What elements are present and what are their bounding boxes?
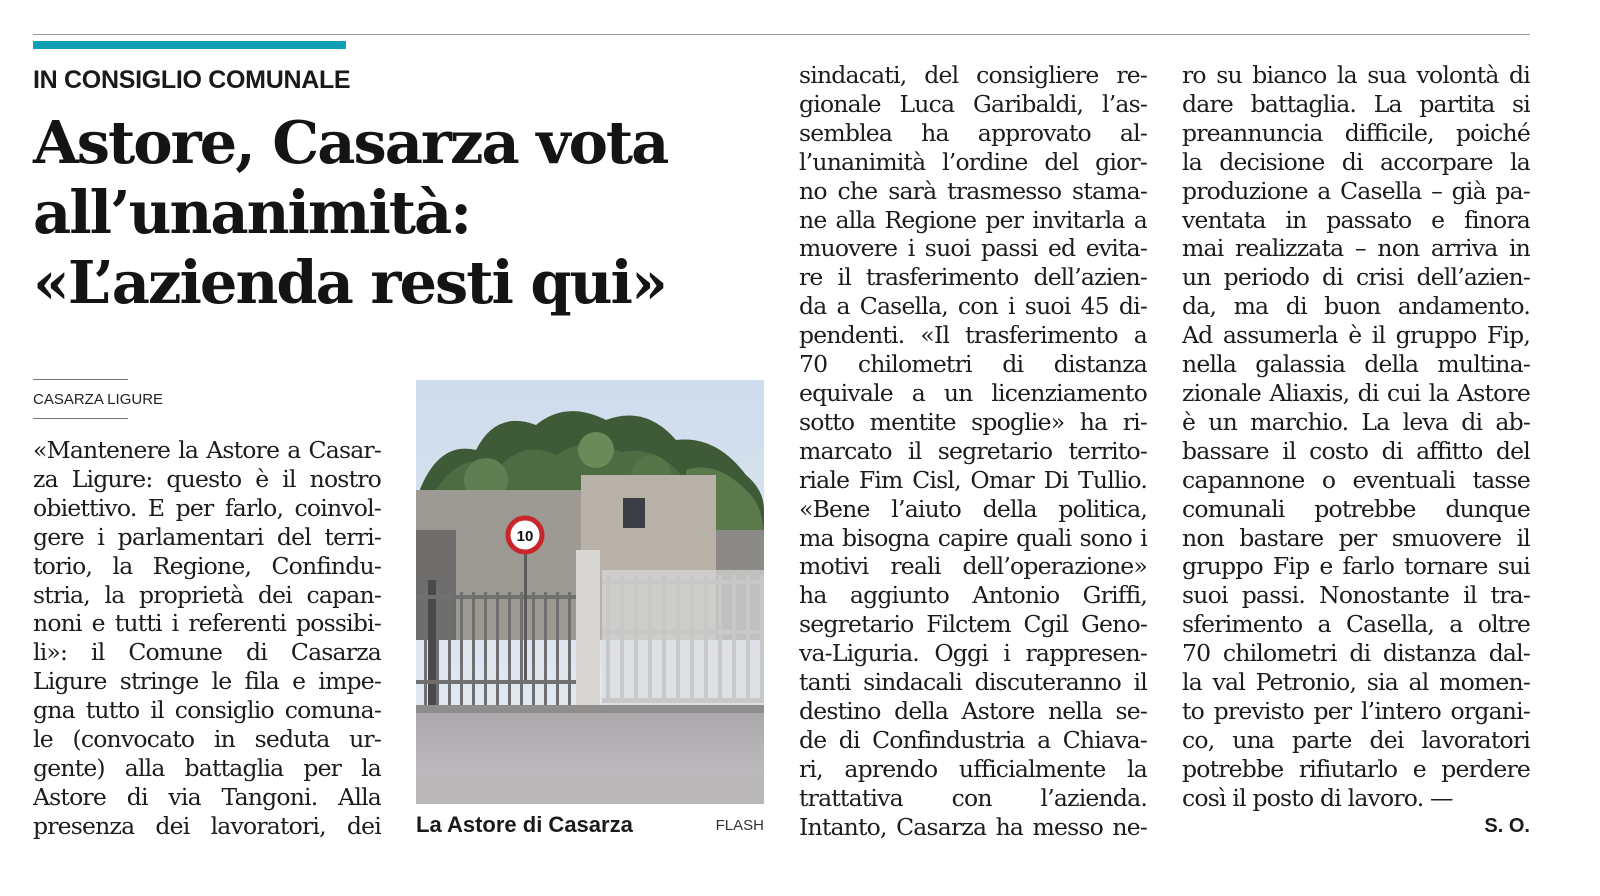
photo-credit: FLASH	[715, 817, 764, 834]
text-line: ventata in passato e finora	[1182, 205, 1530, 234]
text-line: semblea ha approvato al-	[799, 118, 1147, 147]
text-line: destino della Astore nella se-	[799, 696, 1147, 725]
factory-gate-photo	[416, 380, 764, 804]
text-line: segretario Filctem Cgil Geno-	[799, 610, 1147, 639]
text-line: tanti sindacali discuteranno il	[799, 668, 1147, 697]
text-line: Intanto, Casarza ha messo ne-	[799, 812, 1147, 841]
section-accent-bar	[33, 41, 346, 49]
text-line: obiettivo. E per farlo, coinvol-	[33, 493, 381, 522]
dateline-rule-top	[33, 379, 128, 380]
text-line: mai realizzata – non arriva in	[1182, 234, 1530, 263]
text-line: zionale Aliaxis, di cui la Astore	[1182, 378, 1530, 407]
kicker: IN CONSIGLIO COMUNALE	[33, 66, 351, 94]
text-line: Astore di via Tangoni. Alla	[33, 782, 381, 811]
author-signature: S. O.	[1484, 815, 1530, 837]
text-line: la decisione di accorpare la	[1182, 147, 1530, 176]
headline-line: all’unanimità:	[33, 178, 471, 247]
article-photo	[416, 380, 764, 804]
text-line: così il posto di lavoro. —	[1182, 783, 1453, 812]
text-line: noni e tutti i referenti possibi-	[33, 609, 381, 638]
article-column-2	[799, 61, 1147, 841]
text-line: ri, aprendo ufficialmente la	[799, 754, 1147, 783]
text-line: «Bene l’aiuto della politica,	[799, 494, 1147, 523]
text-line: capannone o eventuali tasse	[1182, 465, 1530, 494]
text-line: li»: il Comune di Casarza	[33, 638, 381, 667]
speed-limit-sign: 10	[516, 528, 534, 545]
dateline-rule-bottom	[33, 418, 128, 419]
text-line: equivale a un licenziamento	[799, 378, 1147, 407]
text-line: muovere i suoi passi ed evita-	[799, 234, 1147, 263]
text-line: ma bisogna capire quali sono i	[799, 523, 1147, 552]
text-line: da a Casella, con i suoi 45 di-	[799, 292, 1147, 321]
text-line: da, ma di buon andamento.	[1182, 292, 1530, 321]
text-line: dare battaglia. La partita si	[1182, 89, 1530, 118]
headline-line: «L’azienda resti qui»	[33, 248, 666, 317]
headline	[33, 108, 773, 318]
text-line: 70 chilometri di distanza	[799, 350, 1147, 379]
photo-caption-block	[416, 812, 764, 838]
text-line: to previsto per l’intero organi-	[1182, 696, 1530, 725]
text-line: comunali potrebbe dunque	[1182, 494, 1530, 523]
text-line: suoi passi. Nonostante il tra-	[1182, 581, 1530, 610]
text-line: motivi reali dell’operazione»	[799, 552, 1147, 581]
text-line: trattativa con l’azienda.	[799, 783, 1147, 812]
text-line: torio, la Regione, Confindu-	[33, 551, 381, 580]
text-line: ne alla Regione per invitarla a	[799, 205, 1147, 234]
text-line: «Mantenere la Astore a Casar-	[33, 436, 381, 464]
text-line: gente) alla battaglia per la	[33, 753, 381, 782]
text-line: pendenti. «Il trasferimento a	[799, 321, 1147, 350]
text-line: re il trasferimento dell’azien-	[799, 263, 1147, 292]
text-line: non bastare per smuovere il	[1182, 523, 1530, 552]
text-line: stria, la proprietà dei capan-	[33, 580, 381, 609]
article-column-3	[1182, 61, 1530, 813]
text-line: è un marchio. La leva di ab-	[1182, 407, 1530, 436]
headline-line: Astore, Casarza vota	[33, 108, 668, 177]
text-line: presenza dei lavoratori, dei	[33, 811, 381, 840]
text-line: za Ligure: questo è il nostro	[33, 464, 381, 493]
text-line: Ligure stringe le fila e impe-	[33, 667, 381, 696]
text-line: l’unanimità l’ordine del gior-	[799, 147, 1147, 176]
top-rule	[33, 34, 1530, 35]
dateline: CASARZA LIGURE	[33, 391, 164, 408]
text-line: gionale Luca Garibaldi, l’as-	[799, 89, 1147, 118]
text-line: gna tutto il consiglio comuna-	[33, 696, 381, 725]
text-line: no che sarà trasmesso stama-	[799, 176, 1147, 205]
text-line: gruppo Fip e farlo tornare sui	[1182, 552, 1530, 581]
text-line: sotto mentite spoglie» ha ri-	[799, 407, 1147, 436]
text-line: ro su bianco la sua volontà di	[1182, 61, 1530, 89]
text-line: Ad assumerla è il gruppo Fip,	[1182, 321, 1530, 350]
text-line: ha aggiunto Antonio Griffi,	[799, 581, 1147, 610]
text-line: bassare il costo di affitto del	[1182, 436, 1530, 465]
text-line: 70 chilometri di distanza dal-	[1182, 639, 1530, 668]
text-line: le (convocato in seduta ur-	[33, 725, 381, 754]
text-line: gere i parlamentari del terri-	[33, 522, 381, 551]
article-column-1	[33, 436, 381, 841]
text-line: sindacati, del consigliere re-	[799, 61, 1147, 89]
text-line: preannuncia difficile, poiché	[1182, 118, 1530, 147]
text-line: nella galassia della multina-	[1182, 350, 1530, 379]
text-line: produzione a Casella – già pa-	[1182, 176, 1530, 205]
text-line: un periodo di crisi dell’azien-	[1182, 263, 1530, 292]
text-line: co, una parte dei lavoratori	[1182, 725, 1530, 754]
text-line: riale Fim Cisl, Omar Di Tullio.	[799, 465, 1147, 494]
text-line: sferimento a Casella, a oltre	[1182, 610, 1530, 639]
text-line: marcato il segretario territo-	[799, 436, 1147, 465]
text-line: va-Liguria. Oggi i rappresen-	[799, 639, 1147, 668]
text-line: potrebbe rifiutarlo e perdere	[1182, 754, 1530, 783]
text-line: de di Confindustria a Chiava-	[799, 725, 1147, 754]
photo-caption: La Astore di Casarza	[416, 812, 633, 837]
text-line: la val Petronio, sia al momen-	[1182, 668, 1530, 697]
